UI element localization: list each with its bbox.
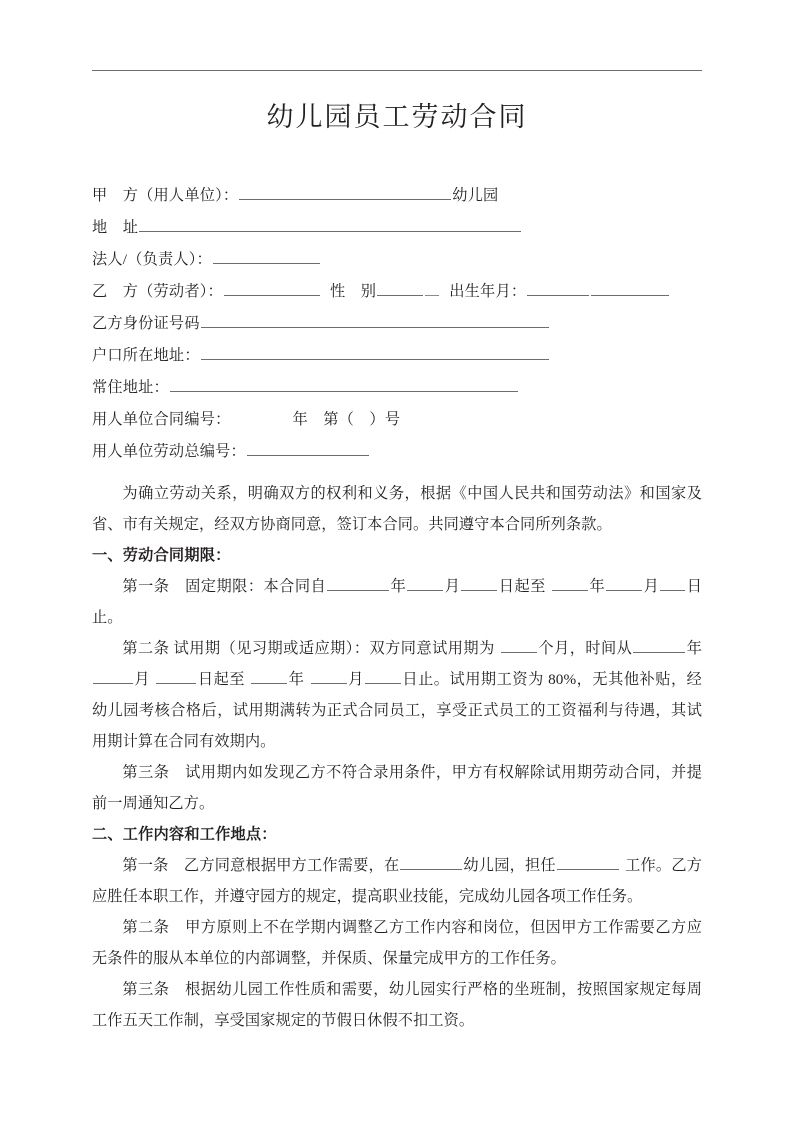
field-labor-total-number-label: 用人单位劳动总编号： (92, 443, 246, 461)
form-fields (92, 180, 702, 468)
field-party-b-label: 乙 方（劳动者）： (92, 283, 223, 301)
article-2-probation-part-5: 年 (288, 671, 305, 689)
article-2-probation-part-0: 第二条 试用期（见习期或适应期）：双方同意试用期为 (122, 640, 495, 658)
field-address (92, 212, 702, 244)
preamble-paragraph: 为确立劳动关系，明确双方的权利和义务，根据《中国人民共和国劳动法》和国家及省、市有关规定，经双方协商同意，签订本合同。共同遵守本合同所列条款。 (92, 485, 702, 534)
article-1-position-part-2: 工作。乙方应胜任本职工作，并遵守园方的规定，提高职业技能，完成幼儿园各项工作任务。 (92, 857, 702, 906)
article-1-position-part-1: 幼儿园，担任 (463, 857, 556, 875)
article-1-term-blank-year-end[interactable] (552, 575, 588, 591)
article-2-probation-part-3: 月 (134, 671, 151, 689)
article-1-position (92, 850, 702, 912)
field-id-number-blank[interactable] (201, 312, 549, 328)
field-birth-label: 出生年月： (449, 283, 527, 301)
article-1-position-part-0: 第一条 乙方同意根据甲方工作需要，在 (122, 857, 400, 875)
page-title: 幼儿园员工劳动合同 (266, 102, 528, 132)
article-2-probation-blank-month-start[interactable] (93, 668, 133, 684)
field-party-a-blank[interactable] (239, 184, 451, 200)
page-content (92, 0, 702, 1036)
article-1-term-blank-day-end[interactable] (660, 575, 685, 591)
field-permanent-address-label: 常住地址： (92, 379, 169, 397)
field-birth-blank-b[interactable] (591, 280, 669, 296)
article-2-probation-part-1: 个月，时间从 (538, 640, 633, 658)
article-3-probation-dismissal: 第三条 试用期内如发现乙方不符合录用条件，甲方有权解除试用期劳动合同，并提前一周通知乙方。 (92, 764, 702, 813)
article-1-term-blank-month-end[interactable] (606, 575, 642, 591)
field-address-label: 地 址 (92, 219, 139, 237)
article-1-position-blank-kindergarten[interactable] (400, 854, 462, 870)
field-party-a-label: 甲 方（用人单位）： (92, 187, 239, 205)
article-1-term-part-2: 月 (444, 578, 461, 596)
article-2-probation-part-4: 日起至 (197, 671, 246, 689)
article-1-term-part-4: 年 (589, 578, 606, 596)
field-id-number (92, 308, 702, 340)
document-body (92, 478, 702, 1036)
field-address-blank[interactable] (139, 216, 521, 232)
article-1-term (92, 571, 702, 633)
field-labor-total-number (92, 436, 702, 468)
field-gender-blank-extra[interactable] (425, 280, 439, 296)
article-1-term-part-6: 日止。 (92, 578, 702, 627)
field-contract-number-label: 用人单位合同编号： (92, 411, 231, 429)
field-gender-blank[interactable] (377, 280, 423, 296)
section-heading-1: 一、劳动合同期限： (92, 547, 231, 565)
article-1-term-part-1: 年 (390, 578, 407, 596)
section-heading-2: 二、工作内容和工作地点： (92, 826, 277, 844)
article-2-probation-blank-day-end[interactable] (365, 668, 401, 684)
article-1-position-blank-role[interactable] (557, 854, 619, 870)
field-party-b-name-blank[interactable] (224, 280, 320, 296)
field-labor-total-number-blank[interactable] (247, 440, 369, 456)
article-1-term-blank-day-start[interactable] (461, 575, 497, 591)
field-legal-person-blank[interactable] (213, 248, 320, 264)
field-contract-number (92, 404, 702, 436)
article-3-schedule: 第三条 根据幼儿园工作性质和需要，幼儿园实行严格的坐班制，按照国家规定每周工作五天工作制，享受国家规定的节假日休假不扣工资。 (92, 981, 702, 1030)
field-party-b (92, 276, 702, 308)
article-2-probation-blank-day-start[interactable] (156, 668, 196, 684)
field-id-number-label: 乙方身份证号码 (92, 315, 200, 333)
article-2-probation-blank-year-start[interactable] (633, 637, 685, 653)
field-gender-label: 性 别 (330, 283, 377, 301)
field-party-a-suffix: 幼儿园 (452, 187, 499, 205)
article-2-probation (92, 633, 702, 757)
field-contract-number-value: 年 第（ ）号 (292, 411, 401, 429)
field-legal-person (92, 244, 702, 276)
article-1-term-part-0: 第一条 固定期限：本合同自 (122, 578, 327, 596)
article-1-term-blank-month-start[interactable] (407, 575, 443, 591)
field-household-address-label: 户口所在地址： (92, 347, 200, 365)
field-birth-blank-a[interactable] (527, 280, 589, 296)
field-permanent-address-blank[interactable] (170, 376, 518, 392)
article-2-probation-part-7: 日止。试用期工资为 80%，无其他补贴，经幼儿园考核合格后，试用期满转为正式合同员工，享受正式员工的工资福利与待遇，其试用期计算在合同有效期内。 (92, 671, 702, 751)
article-2-adjustment: 第二条 甲方原则上不在学期内调整乙方工作内容和岗位，但因甲方工作需要乙方应无条件的服从本单位的内部调整，并保质、保量完成甲方的工作任务。 (92, 919, 702, 968)
field-legal-person-label: 法人/（负责人）： (92, 251, 212, 269)
field-household-address-blank[interactable] (201, 344, 549, 360)
article-2-probation-blank-year-end[interactable] (251, 668, 287, 684)
field-household-address (92, 340, 702, 372)
article-2-probation-part-6: 月 (347, 671, 364, 689)
article-1-term-part-5: 月 (643, 578, 660, 596)
field-party-a (92, 180, 702, 212)
article-1-term-part-3: 日起至 (498, 578, 546, 596)
article-2-probation-blank-month-end[interactable] (311, 668, 347, 684)
field-permanent-address (92, 372, 702, 404)
article-2-probation-blank-months[interactable] (501, 637, 537, 653)
article-2-probation-part-2: 年 (686, 640, 702, 658)
header-rule (92, 70, 702, 71)
article-1-term-blank-year-start[interactable] (327, 575, 389, 591)
